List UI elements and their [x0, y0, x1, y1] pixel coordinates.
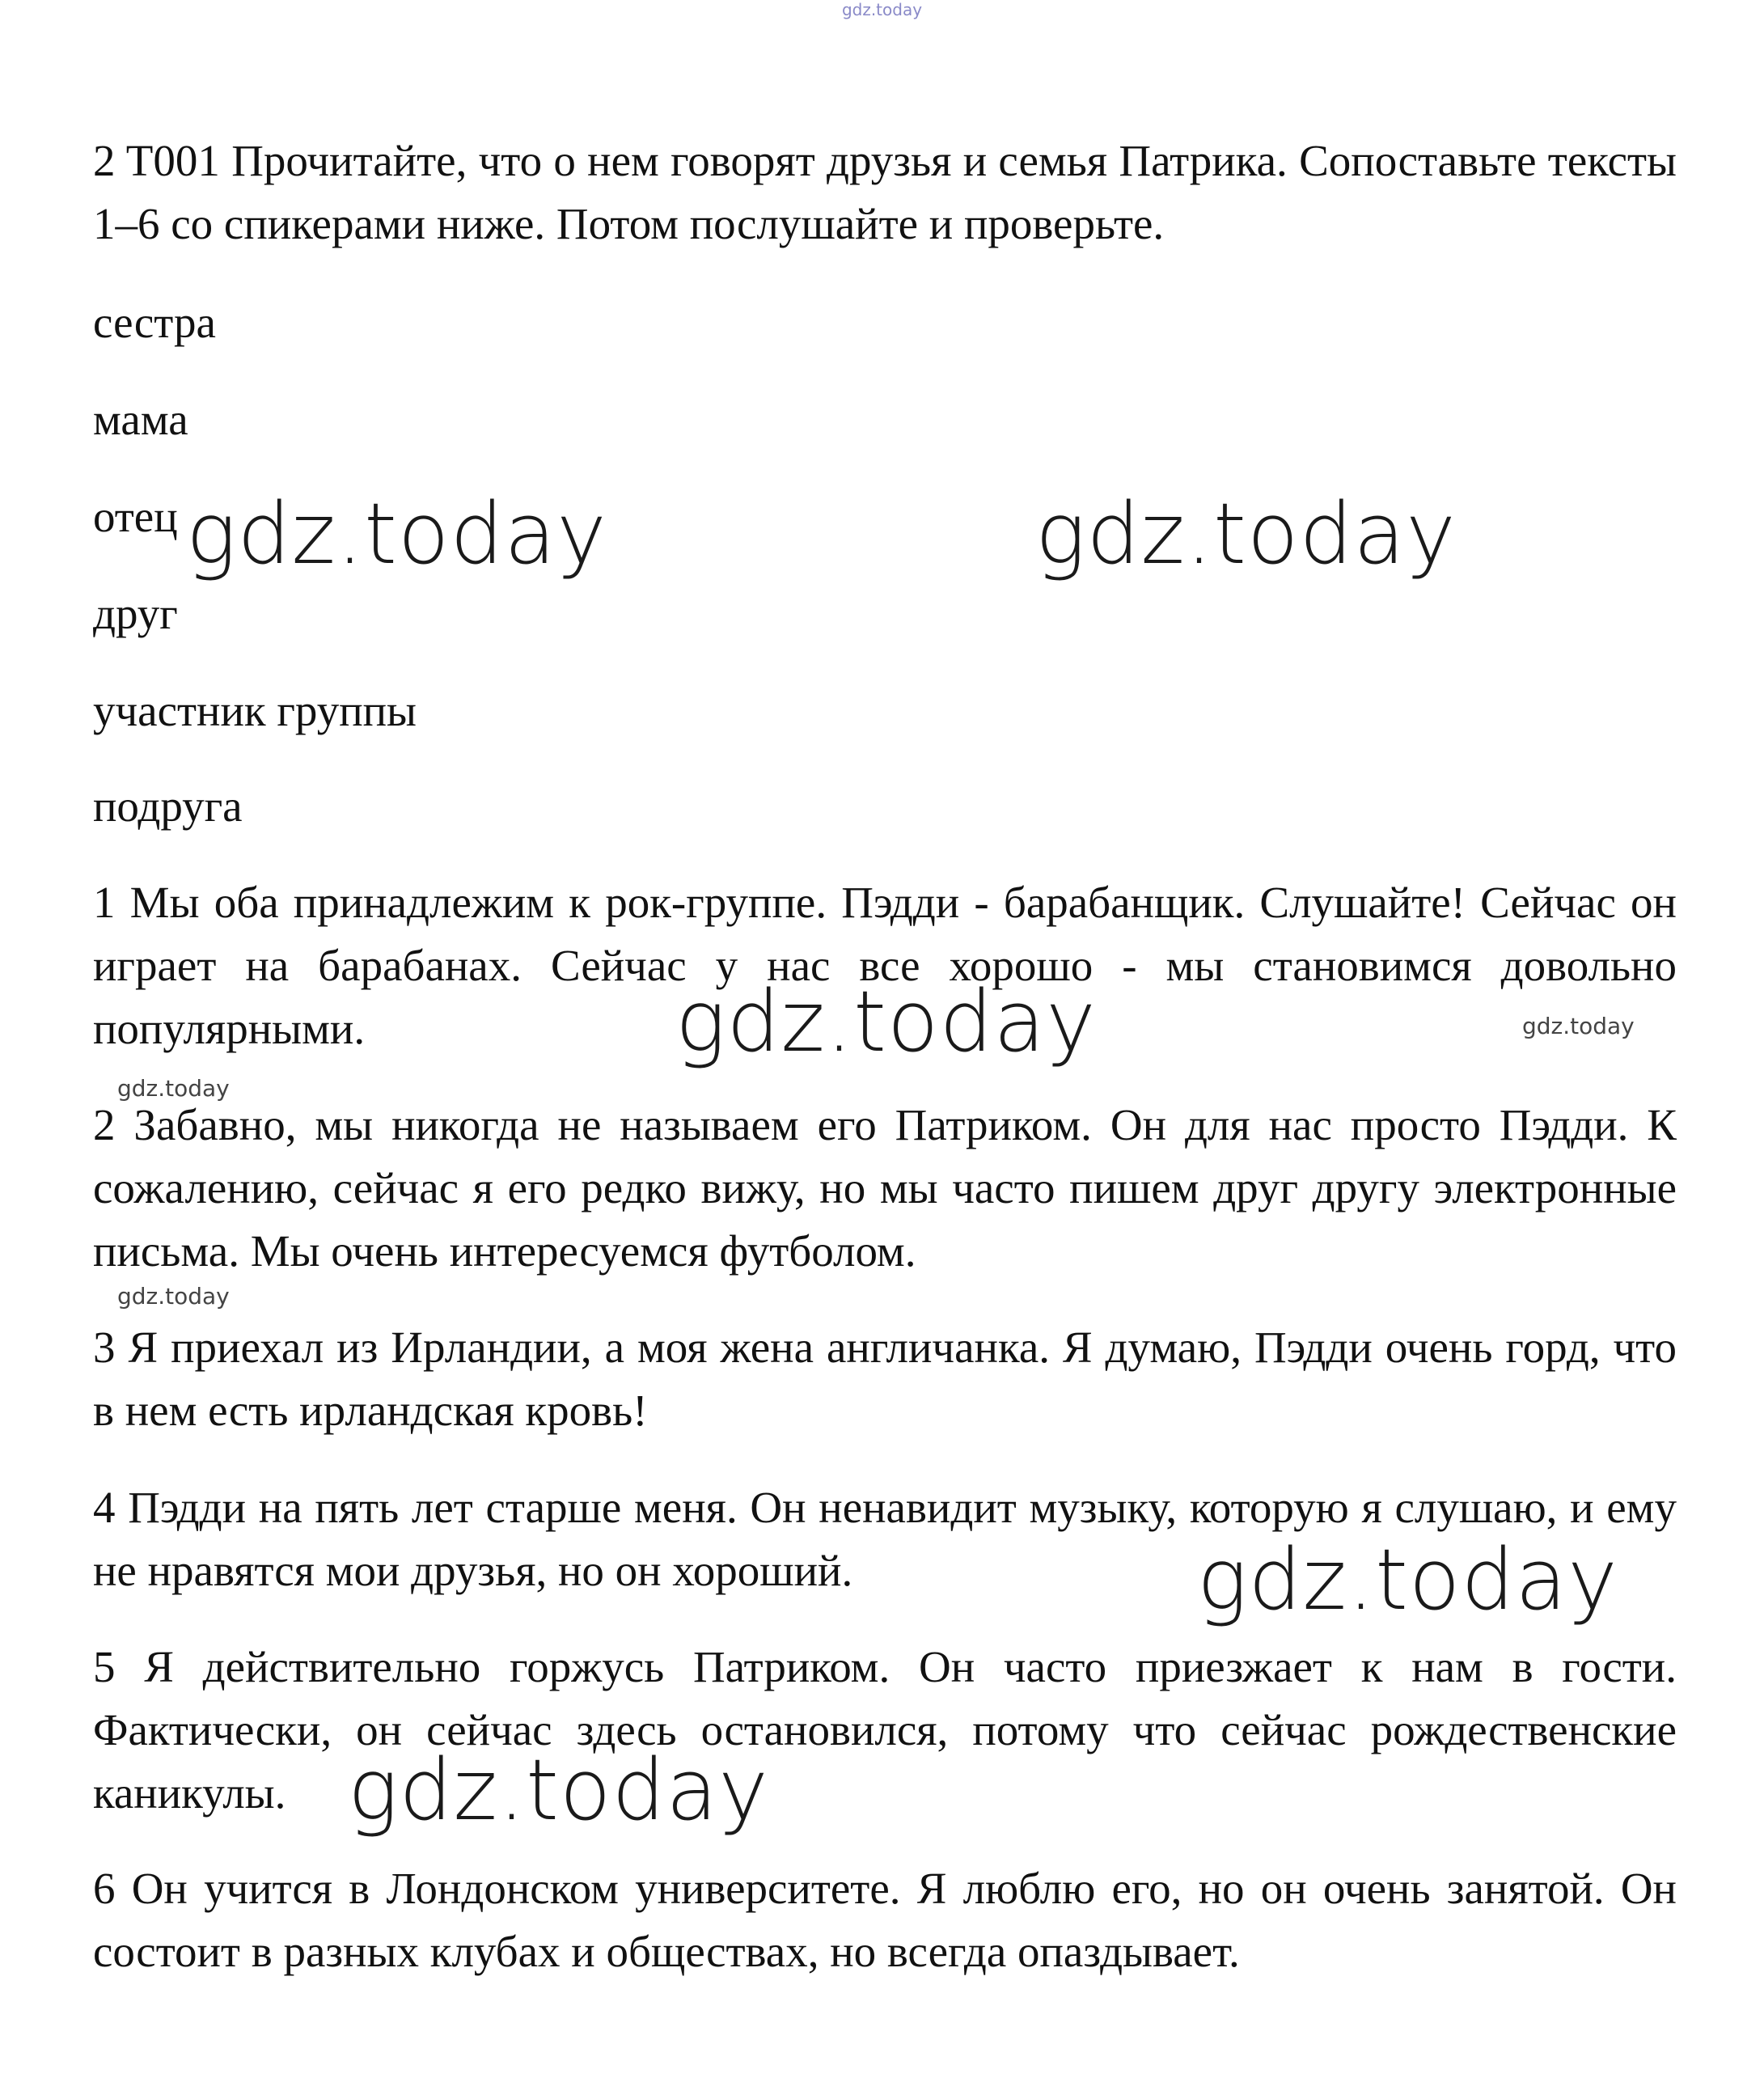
- speaker-mother: мама: [93, 395, 188, 444]
- text-1: 1 Мы оба принадлежим к рок-группе. Пэдди - барабанщик. Слушайте! Сейчас он играет на барабанах. Сейчас у нас все хорошо - мы становимся довольно популярными.: [93, 878, 1677, 1053]
- text-6: 6 Он учится в Лондонском университете. Я люблю его, но он очень занятой. Он состоит в разных клубах и обществах, но всегда опаздывает.: [93, 1864, 1677, 1976]
- speaker-sister: сестра: [93, 298, 216, 347]
- speaker-girlfriend: подруга: [93, 781, 243, 831]
- watermark-large: gdz.today: [186, 485, 607, 583]
- task-instruction: 2 T001 Прочитайте, что о нем говорят друзья и семья Патрика. Сопоставьте тексты 1–6 со спикерами ниже. Потом послушайте и проверьте.: [93, 136, 1677, 248]
- speaker-father: отец: [93, 492, 178, 541]
- speaker-friend: друг: [93, 589, 178, 638]
- watermark-small: gdz.today: [117, 1283, 230, 1310]
- speaker-band-member: участник группы: [93, 686, 417, 735]
- text-5: 5 Я действительно горжусь Патриком. Он часто приезжает к нам в гости. Фактически, он сейчас здесь остановился, потому что сейчас рождественские каникулы.: [93, 1642, 1677, 1818]
- watermark-small: gdz.today: [1522, 1013, 1635, 1039]
- text-4: 4 Пэдди на пять лет старше меня. Он ненавидит музыку, которую я слушаю, и ему не нравятся мои друзья, но он хороший.: [93, 1483, 1677, 1595]
- header-watermark: gdz.today: [841, 0, 923, 19]
- watermark-large: gdz.today: [348, 1741, 769, 1839]
- text-3: 3 Я приехал из Ирландии, а моя жена англичанка. Я думаю, Пэдди очень горд, что в нем есть ирландская кровь!: [93, 1323, 1677, 1435]
- watermark-large: gdz.today: [1035, 485, 1457, 583]
- watermark-large: gdz.today: [675, 972, 1097, 1071]
- text-2: 2 Забавно, мы никогда не называем его Патриком. Он для нас просто Пэдди. К сожалению, сейчас я его редко вижу, но мы часто пишем друг другу электронные письма. Мы очень интересуемся футболом.: [93, 1100, 1677, 1276]
- watermark-large: gdz.today: [1197, 1530, 1618, 1629]
- watermark-small: gdz.today: [117, 1075, 230, 1102]
